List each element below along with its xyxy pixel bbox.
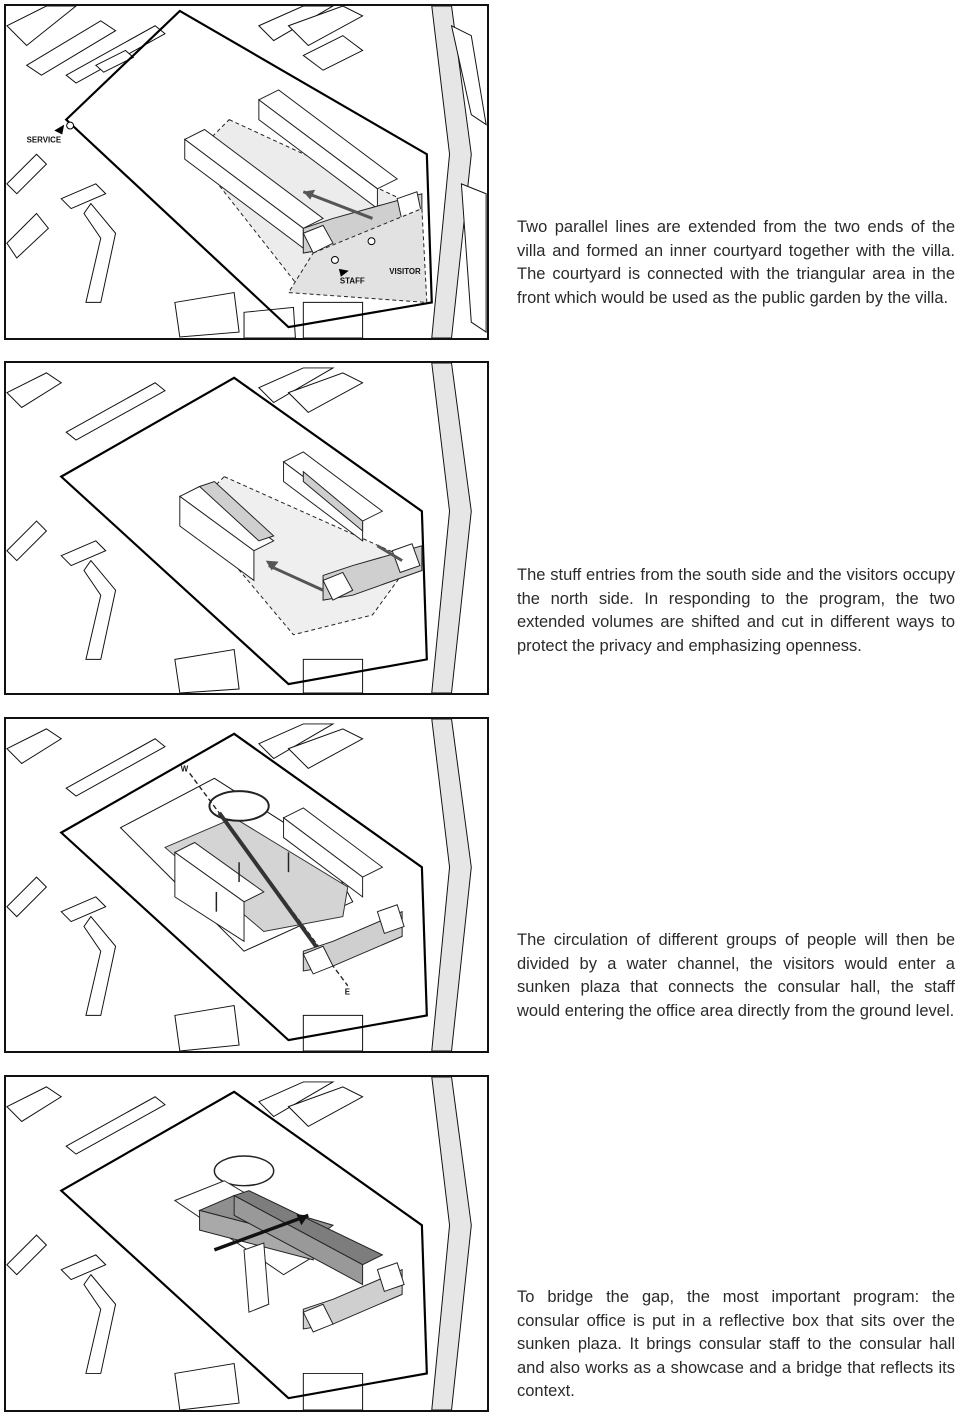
diagram-panel-3: [4, 717, 489, 1053]
diagram-panel-4: [4, 1075, 489, 1412]
site-axonometric-4: [6, 1077, 487, 1410]
panel-1-description: Two parallel lines are extended from the two ends of the villa and formed an inner courtyard together with the villa. The courtyard is connected with the triangular area in the front which would be used as the public garden by the villa.: [517, 218, 955, 307]
staff-label: STAFF: [339, 276, 365, 286]
service-label: SERVICE: [26, 135, 62, 145]
panel-3-description: The circulation of different groups of people will then be divided by a water channel, the visitors would enter a sunken plaza that connects the consular hall, the staff would entering the office area directly from the ground level.: [517, 931, 955, 1020]
visitor-label: VISITOR: [389, 266, 421, 276]
diagram-panel-2: [4, 361, 489, 695]
site-axonometric-2: [6, 363, 487, 693]
panel-4-description: To bridge the gap, the most important program: the consular office is put in a reflective box that sits over the sunken plaza. It brings consular staff to the consular hall and also works as a showcase and a bridge that reflects its context.: [517, 1288, 955, 1400]
service-entry-marker: [67, 122, 74, 129]
east-label: E: [344, 987, 351, 997]
diagram-panel-1: [4, 4, 489, 340]
west-label: W: [180, 764, 189, 774]
circular-hall: [209, 791, 268, 821]
staff-volume: [244, 1243, 269, 1312]
site-axonometric-3: [6, 719, 487, 1051]
staff-entry-marker: [331, 256, 338, 263]
visitor-entry-marker: [368, 238, 375, 245]
site-axonometric-1: [6, 6, 487, 338]
panel-2-description: The stuff entries from the south side and the visitors occupy the north side. In responding to the program, the two extended volumes are shifted and cut in different ways to protect the privacy and emphasizing openness.: [517, 566, 955, 655]
